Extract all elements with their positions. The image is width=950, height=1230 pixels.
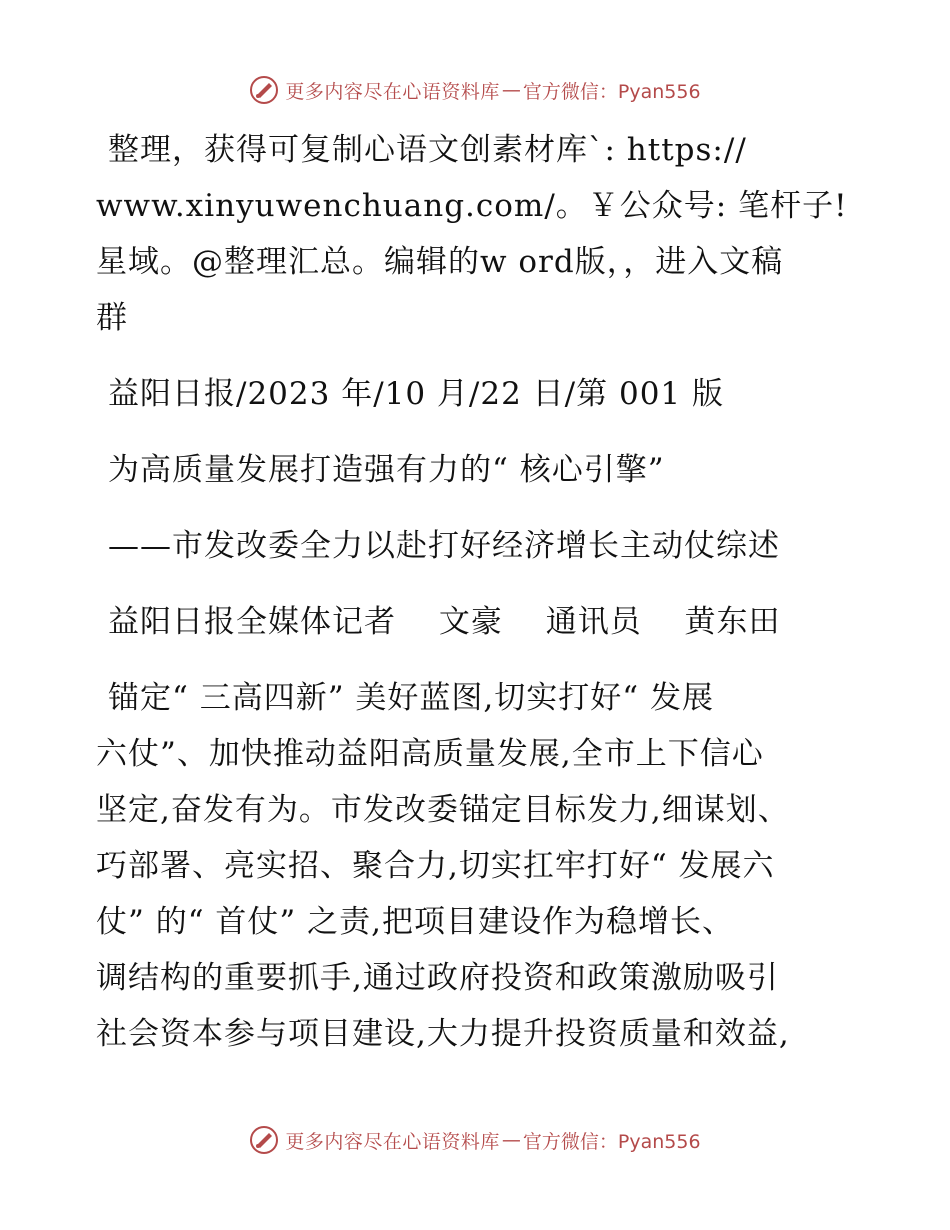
- body-line: 社会资本参与项目建设,大力提升投资质量和效益,: [96, 1016, 790, 1052]
- source-line: 益阳日报/2023 年/10 月/22 日/第 001 版: [108, 376, 725, 412]
- intro-line: www.xinyuwenchuang.com/。￥公众号: 笔杆子!: [96, 188, 848, 224]
- body-line: 六仗”、加快推动益阳高质量发展,全市上下信心: [96, 736, 764, 772]
- banner-separator: —: [501, 1129, 521, 1151]
- body-line: 锚定“ 三高四新” 美好蓝图,切实打好“ 发展: [108, 680, 714, 716]
- logo-icon: [249, 75, 279, 105]
- article-subtitle: ——市发改委全力以赴打好经济增长主动仗综述: [108, 528, 780, 564]
- body-line: 仗” 的“ 首仗” 之责,把项目建设作为稳增长、: [96, 904, 734, 940]
- header-banner: [0, 72, 950, 108]
- intro-line: 群: [96, 300, 128, 336]
- banner-text: 更多内容尽在心语资料库: [285, 1130, 500, 1153]
- banner-separator: —: [501, 79, 521, 101]
- body-line: 坚定,奋发有为。市发改委锚定目标发力,细谋划、: [96, 792, 790, 828]
- body-line: 调结构的重要抓手,通过政府投资和政策激励吸引: [96, 960, 779, 996]
- intro-paragraph: [96, 122, 856, 346]
- banner-wechat: 官方微信：Pyan556: [522, 1130, 701, 1153]
- logo-icon: [249, 1125, 279, 1155]
- body-paragraph: [96, 670, 856, 1062]
- article-title: 为高质量发展打造强有力的“ 核心引擎”: [108, 452, 665, 488]
- byline: 益阳日报全媒体记者 文豪 通讯员 黄东田: [108, 604, 781, 640]
- footer-banner: [0, 1122, 950, 1158]
- banner-wechat: 官方微信：Pyan556: [522, 80, 701, 103]
- banner-text: 更多内容尽在心语资料库: [285, 80, 500, 103]
- intro-line: 整理，获得可复制心语文创素材库`: https://: [108, 132, 747, 168]
- body-line: 巧部署、亮实招、聚合力,切实扛牢打好“ 发展六: [96, 848, 775, 884]
- intro-line: 星域。@整理汇总。编辑的w ord版，，进入文稿: [96, 244, 784, 280]
- document-content: [96, 122, 856, 1062]
